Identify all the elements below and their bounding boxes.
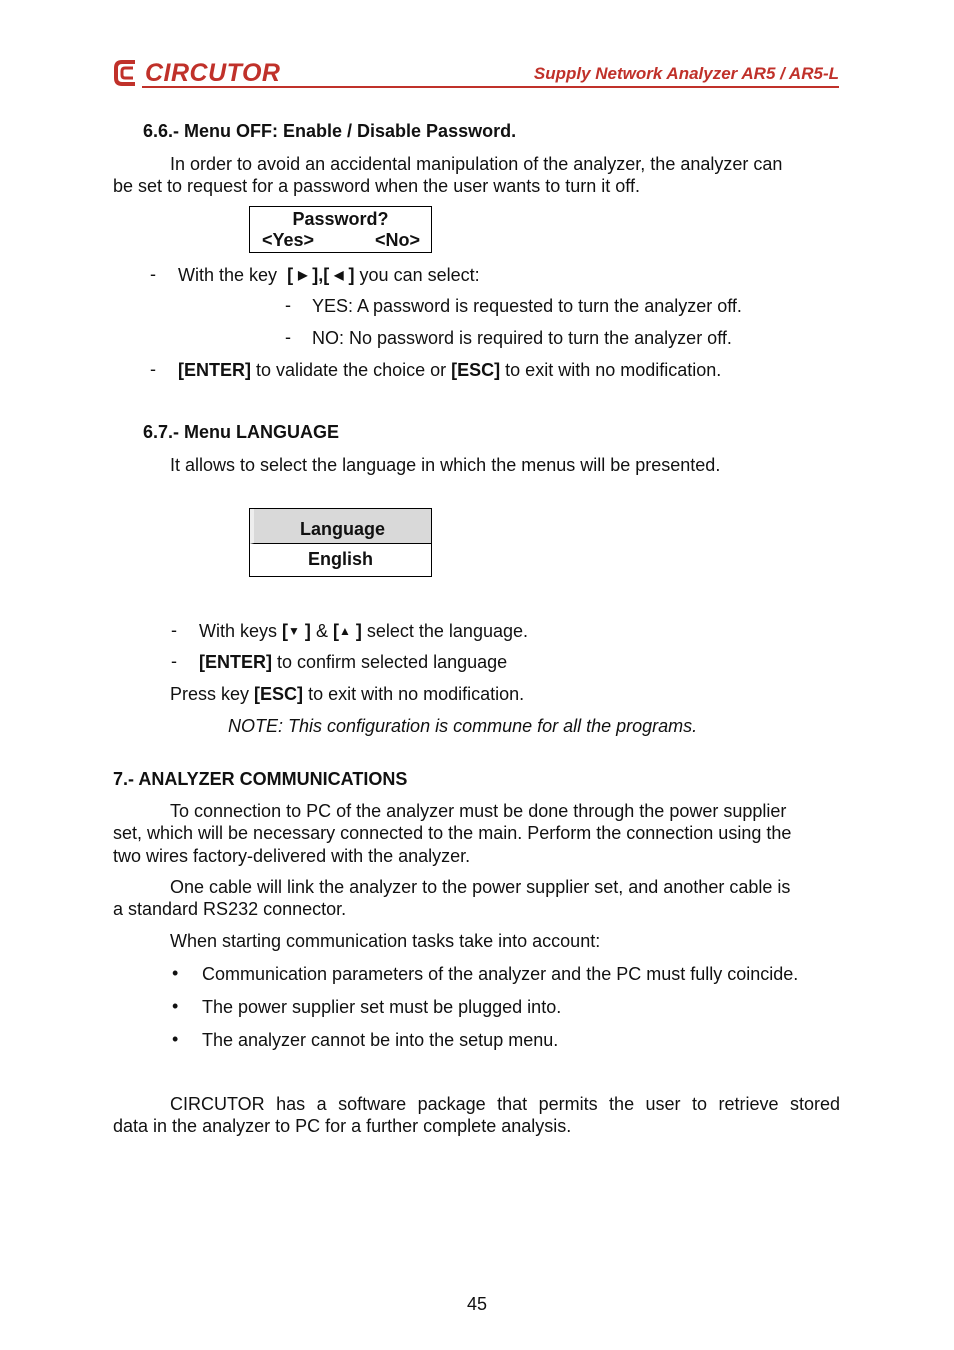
- enter-key: [ENTER]: [178, 360, 251, 380]
- section-6-7-para: It allows to select the language in which the menus will be presented.: [170, 455, 721, 475]
- password-yes-option: <Yes>: [262, 230, 315, 250]
- circutor-logo-icon: [113, 58, 141, 88]
- language-item2: [199, 651, 507, 674]
- s7-p2-line2: a standard RS232 connector.: [113, 899, 347, 919]
- list-item: The power supplier set must be plugged into.: [202, 997, 562, 1017]
- bullet-icon: •: [172, 996, 179, 1016]
- circutor-logo: [113, 56, 280, 90]
- password-item2-post: to exit with no modification.: [505, 360, 722, 380]
- left-arrow-icon: ◀: [334, 268, 344, 282]
- password-item1-pre: With the key: [178, 265, 278, 285]
- list-dash: -: [285, 327, 291, 347]
- section-6-6-para-line2: be set to request for a password when the user wants to turn it off.: [113, 176, 640, 196]
- esc-key: [ESC]: [451, 360, 501, 380]
- document-title: Supply Network Analyzer AR5 / AR5-L: [533, 64, 839, 83]
- list-item: The analyzer cannot be into the setup menu.: [202, 1030, 559, 1050]
- password-display-line1: Password?: [292, 209, 389, 229]
- language-item1: [199, 620, 528, 643]
- logo-text: CIRCUTOR: [145, 58, 281, 87]
- password-display: [249, 206, 432, 253]
- password-item2: [178, 359, 721, 382]
- s7-p4-line2: data in the analyzer to PC for a further complete analysis.: [113, 1116, 572, 1136]
- password-item1: [178, 264, 480, 287]
- bullet-icon: •: [172, 1029, 179, 1049]
- up-arrow-icon: ▲: [338, 624, 351, 638]
- down-key: [▼ ]: [282, 621, 311, 641]
- list-dash: -: [150, 264, 156, 284]
- language-item2-post: to confirm selected language: [277, 652, 508, 672]
- password-sub-yes: YES: A password is requested to turn the analyzer off.: [312, 296, 742, 316]
- list-dash: -: [171, 651, 177, 671]
- section-7-heading: 7.- ANALYZER COMMUNICATIONS: [113, 769, 408, 789]
- language-note: NOTE: This configuration is commune for all the programs.: [228, 716, 698, 736]
- right-left-keys: [ ▶ ],[ ◀ ]: [282, 265, 355, 285]
- language-item1-post: select the language.: [366, 621, 528, 641]
- s7-p1-line3: two wires factory-delivered with the analyzer.: [113, 846, 471, 866]
- password-item1-post: you can select:: [359, 265, 480, 285]
- press-post: to exit with no modification.: [308, 684, 525, 704]
- press-pre: Press key: [170, 684, 250, 704]
- language-press-esc: [170, 683, 524, 706]
- s7-p4-line1: CIRCUTOR has a software package that permits the user to retrieve stored: [170, 1094, 840, 1114]
- list-dash: -: [171, 620, 177, 640]
- password-no-option: <No>: [374, 230, 420, 250]
- list-item: Communication parameters of the analyzer and the PC must fully coincide.: [202, 964, 799, 984]
- esc-key: [ESC]: [254, 684, 304, 704]
- section-6-6-heading: 6.6.- Menu OFF: Enable / Disable Password.: [143, 121, 517, 141]
- section-6-7-heading: 6.7.- Menu LANGUAGE: [143, 422, 340, 442]
- list-dash: -: [285, 295, 291, 315]
- down-arrow-icon: ▼: [288, 624, 300, 638]
- bullet-icon: •: [172, 963, 179, 983]
- page-number: 45: [466, 1294, 488, 1314]
- section-6-6-para-line1: In order to avoid an accidental manipulation of the analyzer, the analyzer can: [170, 154, 783, 174]
- s7-p3: When starting communication tasks take into account:: [170, 931, 601, 951]
- language-display: [249, 508, 432, 577]
- header-divider: [142, 86, 839, 88]
- language-display-value: English: [307, 549, 373, 569]
- language-item1-amp: &: [315, 621, 328, 641]
- password-sub-no: NO: No password is required to turn the analyzer off.: [312, 328, 732, 348]
- language-display-title: Language: [250, 509, 431, 544]
- password-item2-mid: to validate the choice or: [256, 360, 447, 380]
- s7-p1-line1: To connection to PC of the analyzer must be done through the power supplier: [170, 801, 787, 821]
- s7-p2-line1: One cable will link the analyzer to the power supplier set, and another cable is: [170, 877, 791, 897]
- s7-p1-line2: set, which will be necessary connected to the main. Perform the connection using the: [113, 823, 792, 843]
- up-key: [▲ ]: [332, 621, 362, 641]
- right-arrow-icon: ▶: [298, 268, 308, 282]
- language-item1-pre: With keys: [199, 621, 278, 641]
- list-dash: -: [150, 359, 156, 379]
- enter-key: [ENTER]: [199, 652, 272, 672]
